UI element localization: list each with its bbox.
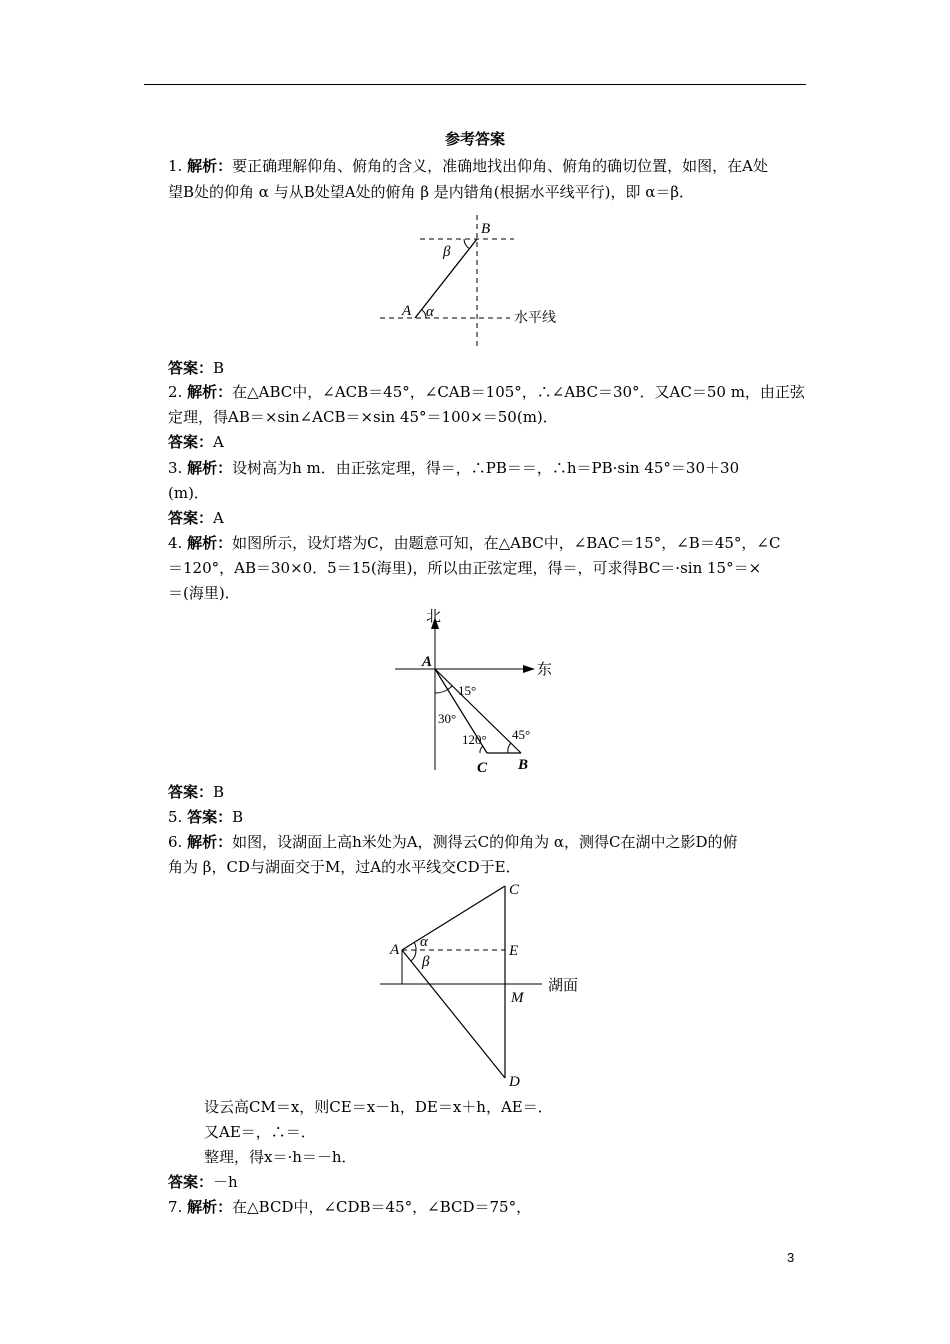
- q6-line2: 角为 β，CD与湖面交于M，过A的水平线交CD于E．: [168, 858, 521, 876]
- q6-label-m: M: [511, 990, 524, 1006]
- header-rule: [144, 84, 806, 85]
- q6-label-e: E: [509, 943, 519, 959]
- q3-line2: (m)．: [168, 484, 209, 502]
- q4-label-120: 120°: [462, 732, 487, 747]
- q5-answer: 5. 答案：B: [168, 808, 244, 826]
- q2-line2: 定理，得AB＝×sin∠ACB＝×sin 45°＝100×＝50(m)．: [168, 408, 558, 426]
- q1-label-alpha: α: [426, 304, 434, 320]
- q1-label-a: A: [402, 303, 412, 319]
- q4-label-15: 15°: [458, 683, 477, 698]
- q1-line1: 1. 解析：要正确理解仰角、俯角的含义，准确地找出仰角、俯角的确切位置，如图，在A处: [168, 157, 768, 175]
- q1-label-beta: β: [443, 244, 451, 260]
- q4-label-b: B: [518, 757, 529, 773]
- q4-label-north: 北: [426, 607, 442, 625]
- page-number: 3: [787, 1250, 795, 1265]
- q2-line1: 2. 解析：在△ABC中，∠ACB＝45°，∠CAB＝105°，∴∠ABC＝30°．又AC＝50 m，由正弦: [168, 383, 805, 401]
- q4-answer: 答案：B: [168, 783, 225, 801]
- q6-figure: [380, 878, 590, 1093]
- q4-figure: [395, 605, 565, 780]
- q4-label-30: 30°: [438, 711, 457, 726]
- page-title: 参考答案: [444, 130, 505, 148]
- q4-label-45: 45°: [512, 727, 531, 742]
- q1-label-b: B: [481, 221, 491, 237]
- q6-answer: 答案：－h: [168, 1173, 238, 1191]
- q1-figure: [380, 215, 580, 355]
- q6-label-alpha: α: [420, 934, 428, 950]
- q3-line1: 3. 解析：设树高为h m．由正弦定理，得＝，∴PB＝＝，∴h＝PB·sin 45°＝30＋30: [168, 459, 740, 477]
- q3-answer: 答案：A: [168, 509, 224, 527]
- q7-line1: 7. 解析：在△BCD中，∠CDB＝45°，∠BCD＝75°，: [168, 1198, 532, 1216]
- q4-label-east: 东: [537, 660, 553, 678]
- q4-line3: ＝(海里)．: [168, 584, 240, 602]
- q4-label-a: A: [422, 654, 433, 670]
- q6-label-c: C: [509, 882, 520, 898]
- q6-label-d: D: [509, 1074, 520, 1090]
- q4-line1: 4. 解析：如图所示，设灯塔为C，由题意可知，在△ABC中，∠BAC＝15°，∠B＝45°，∠C: [168, 534, 781, 552]
- q1-answer: 答案：B: [168, 359, 225, 377]
- q6-line1: 6. 解析：如图，设湖面上高h米处为A，测得云C的仰角为 α，测得C在湖中之影D的俯: [168, 833, 738, 851]
- q6-work1: 设云高CM＝x，则CE＝x－h，DE＝x＋h，AE＝．: [204, 1098, 553, 1116]
- q4-label-c: C: [477, 760, 488, 776]
- q6-label-beta: β: [422, 954, 430, 970]
- q6-work2: 又AE＝，∴＝．: [204, 1123, 316, 1141]
- q6-label-a: A: [390, 942, 400, 958]
- q1-line2: 望B处的仰角 α 与从B处望A处的俯角 β 是内错角(根据水平线平行)，即 α＝β．: [168, 183, 695, 201]
- q6-label-lake: 湖面: [548, 976, 579, 994]
- q2-answer: 答案：A: [168, 433, 224, 451]
- q4-line2: ＝120°，AB＝30×0．5＝15(海里)，所以由正弦定理，得＝，可求得BC＝·sin 15°＝×: [168, 559, 762, 577]
- q1-label-horizontal: 水平线: [514, 310, 556, 326]
- q6-work3: 整理，得x＝·h＝－h．: [204, 1148, 357, 1166]
